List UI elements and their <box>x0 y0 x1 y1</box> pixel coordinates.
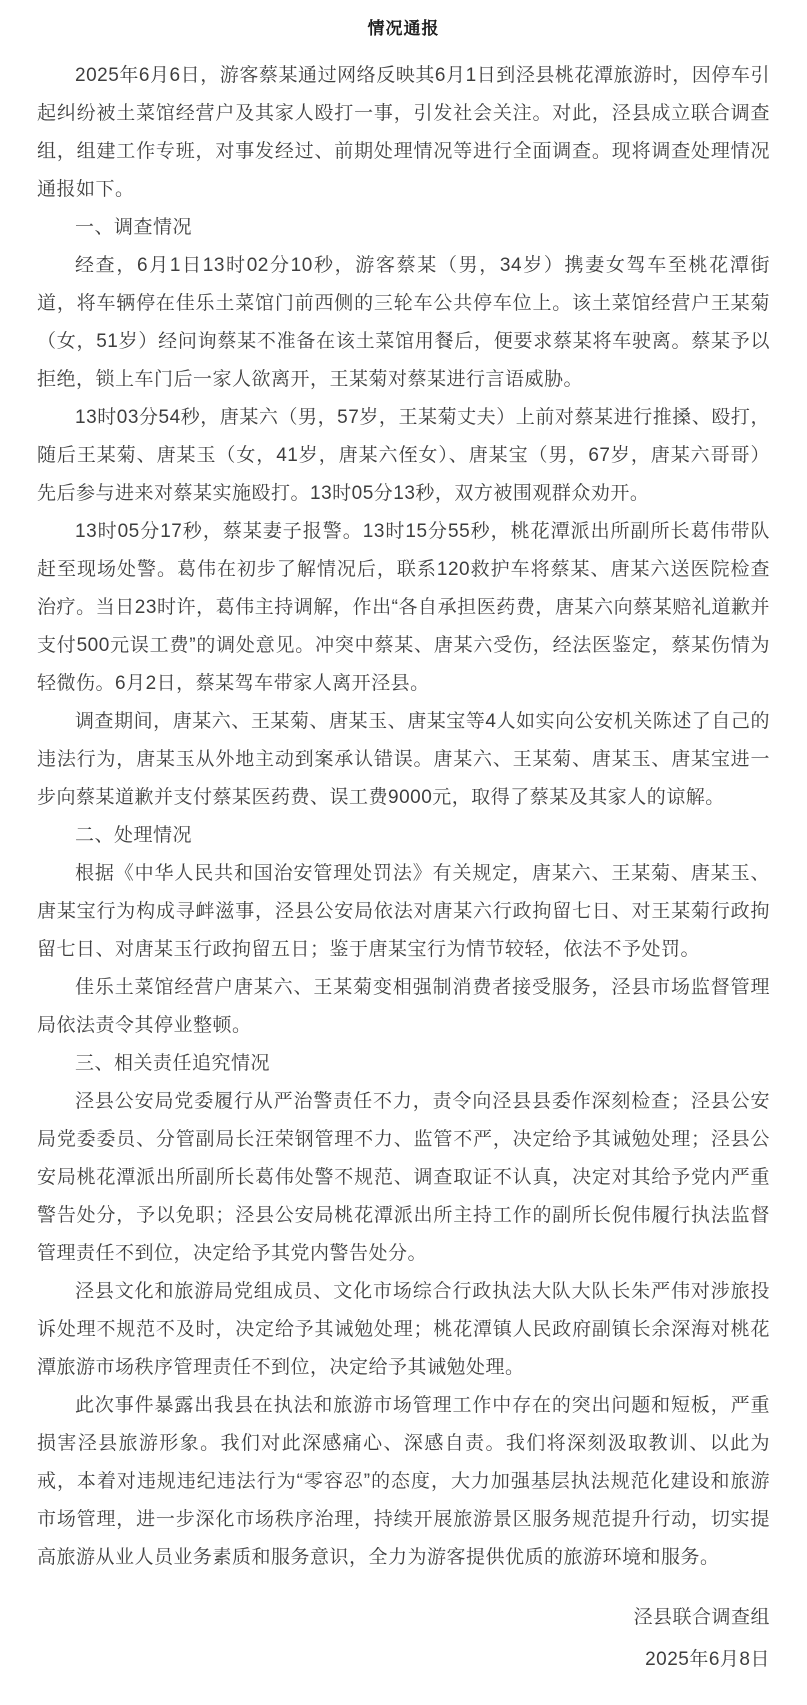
signature: 泾县联合调查组 <box>633 1607 770 1628</box>
signature-block <box>37 1597 770 1681</box>
section-heading-accountability: 三、相关责任追究情况 <box>75 1053 271 1074</box>
section-heading-investigation: 一、调查情况 <box>75 217 193 238</box>
paragraph-investigation-2: 13时03分54秒，唐某六（男，57岁，王某菊丈夫）上前对蔡某进行推搡、殴打，随后王某菊、唐某玉（女，41岁，唐某六侄女）、唐某宝（男，67岁，唐某六哥哥）先后参与进来对蔡某实施殴打。13时05分13秒，双方被围观群众劝开。 <box>37 407 770 504</box>
document-date: 2025年6月8日 <box>645 1649 770 1670</box>
paragraph-conclusion: 此次事件暴露出我县在执法和旅游市场管理工作中存在的突出问题和短板，严重损害泾县旅游形象。我们对此深感痛心、深感自责。我们将深刻汲取教训、以此为戒，本着对违规违纪违法行为“零容忍”的态度，大力加强基层执法规范化建设和旅游市场管理，进一步深化市场秩序治理，持续开展旅游景区服务规范提升行动，切实提高旅游从业人员业务素质和服务意识，全力为游客提供优质的旅游环境和服务。 <box>37 1395 770 1568</box>
page-title: 情况通报 <box>367 19 440 38</box>
section-heading-handling: 二、处理情况 <box>75 825 193 846</box>
paragraph-investigation-4: 调查期间，唐某六、王某菊、唐某玉、唐某宝等4人如实向公安机关陈述了自己的违法行为，唐某玉从外地主动到案承认错误。唐某六、王某菊、唐某玉、唐某宝进一步向蔡某道歉并支付蔡某医药费、误工费9000元，取得了蔡某及其家人的谅解。 <box>37 711 770 808</box>
intro-paragraph: 2025年6月6日，游客蔡某通过网络反映其6月1日到泾县桃花潭旅游时，因停车引起纠纷被土菜馆经营户及其家人殴打一事，引发社会关注。对此，泾县成立联合调查组，组建工作专班，对事发经过、前期处理情况等进行全面调查。现将调查处理情况通报如下。 <box>37 65 770 200</box>
paragraph-accountability-1: 泾县公安局党委履行从严治警责任不力，责令向泾县县委作深刻检查；泾县公安局党委委员、分管副局长汪荣钢管理不力、监管不严，决定给予其诫勉处理；泾县公安局桃花潭派出所副所长葛伟处警不规范、调查取证不认真，决定对其给予党内严重警告处分，予以免职；泾县公安局桃花潭派出所主持工作的副所长倪伟履行执法监督管理责任不到位，决定给予其党内警告处分。 <box>37 1091 770 1264</box>
paragraph-handling-1: 根据《中华人民共和国治安管理处罚法》有关规定，唐某六、王某菊、唐某玉、唐某宝行为构成寻衅滋事，泾县公安局依法对唐某六行政拘留七日、对王某菊行政拘留七日、对唐某玉行政拘留五日；鉴于唐某宝行为情节较轻，依法不予处罚。 <box>37 863 770 960</box>
paragraph-accountability-2: 泾县文化和旅游局党组成员、文化市场综合行政执法大队大队长朱严伟对涉旅投诉处理不规范不及时，决定给予其诫勉处理；桃花潭镇人民政府副镇长余深海对桃花潭旅游市场秩序管理责任不到位，决定给予其诫勉处理。 <box>37 1281 770 1378</box>
paragraph-investigation-1: 经查，6月1日13时02分10秒，游客蔡某（男，34岁）携妻女驾车至桃花潭街道，将车辆停在佳乐土菜馆门前西侧的三轮车公共停车位上。该土菜馆经营户王某菊（女，51岁）经问询蔡某不准备在该土菜馆用餐后，便要求蔡某将车驶离。蔡某予以拒绝，锁上车门后一家人欲离开，王某菊对蔡某进行言语威胁。 <box>37 255 770 390</box>
paragraph-investigation-3: 13时05分17秒，蔡某妻子报警。13时15分55秒，桃花潭派出所副所长葛伟带队赶至现场处警。葛伟在初步了解情况后，联系120救护车将蔡某、唐某六送医院检查治疗。当日23时许，葛伟主持调解，作出“各自承担医药费，唐某六向蔡某赔礼道歉并支付500元误工费”的调处意见。冲突中蔡某、唐某六受伤，经法医鉴定，蔡某伤情为轻微伤。6月2日，蔡某驾车带家人离开泾县。 <box>37 521 770 694</box>
paragraph-handling-2: 佳乐土菜馆经营户唐某六、王某菊变相强制消费者接受服务，泾县市场监督管理局依法责令其停业整顿。 <box>37 977 770 1036</box>
